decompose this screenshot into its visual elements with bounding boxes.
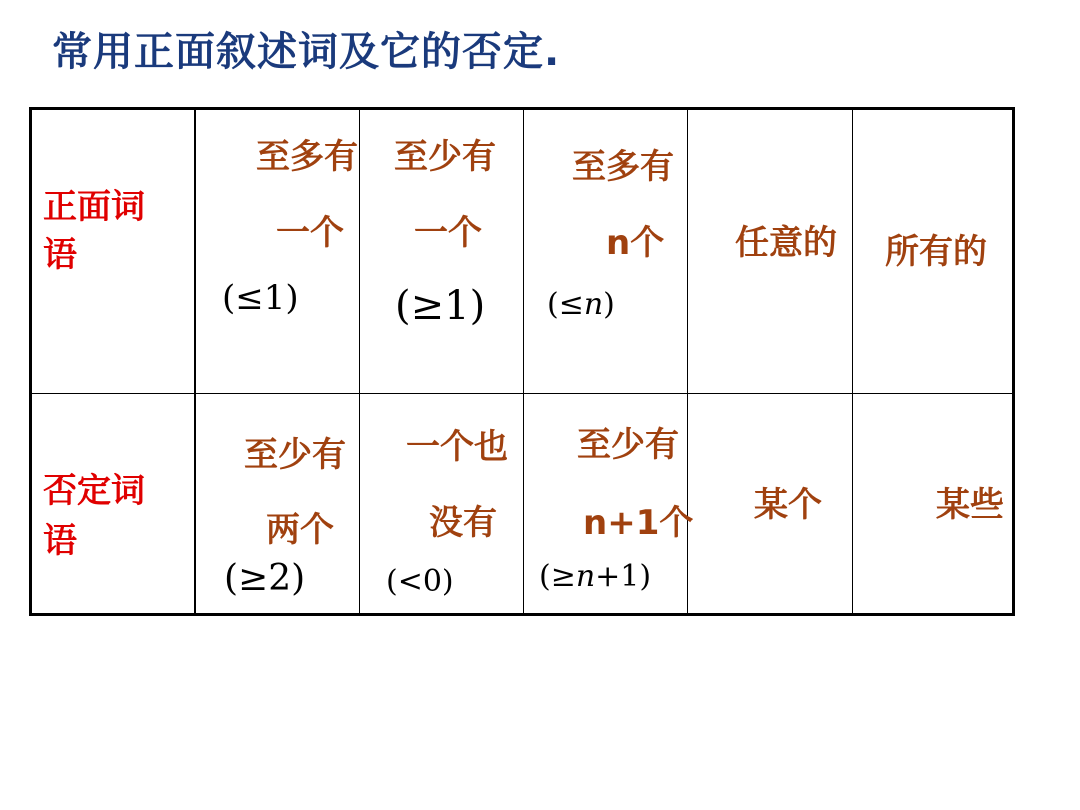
cell-at-least-n-plus-1-line2: n+1个 (583, 503, 694, 543)
cell-at-most-one-line2: 一个 (276, 213, 344, 253)
row-header-positive-line2: 语 (43, 235, 77, 275)
cell-at-most-n-line1: 至多有 (572, 147, 674, 187)
math-part: (≤ (547, 287, 584, 322)
cell-at-least-n-plus-1-line1: 至少有 (577, 425, 679, 465)
cell-some: 某些 (936, 485, 1004, 525)
column-divider (194, 110, 196, 613)
column-divider (359, 110, 360, 613)
cell-at-least-two-line1: 至少有 (244, 435, 346, 475)
cell-at-most-n-math (547, 287, 615, 322)
math-part: +1) (595, 559, 652, 594)
cell-some-one: 某个 (754, 485, 822, 525)
cell-any: 任意的 (735, 223, 837, 263)
math-part: (≥ (539, 559, 576, 594)
row-header-negative-line2: 语 (43, 521, 77, 561)
math-variable: n (583, 287, 604, 322)
cell-none-line2: 没有 (429, 503, 497, 543)
page-title: 常用正面叙述词及它的否定. (52, 29, 561, 75)
cell-at-least-two-math: (≥2) (224, 558, 306, 599)
cell-at-most-n-line2: n个 (606, 223, 665, 263)
cell-at-least-two-line2: 两个 (266, 510, 334, 550)
cell-at-least-one-math: (≥1) (395, 283, 486, 329)
row-divider (32, 393, 1012, 394)
cell-none-line1: 一个也 (406, 427, 508, 467)
row-header-positive-line1: 正面词 (43, 187, 145, 227)
math-part: ) (603, 287, 615, 322)
cell-at-most-one-math: (≤1) (222, 278, 299, 318)
math-variable: n (575, 559, 596, 594)
cell-at-least-n-plus-1-math (539, 559, 652, 594)
row-header-negative-line1: 否定词 (43, 471, 145, 511)
cell-none-math: (<0) (386, 564, 454, 599)
column-divider (852, 110, 853, 613)
column-divider (523, 110, 524, 613)
cell-at-least-one-line2: 一个 (414, 213, 482, 253)
cell-all: 所有的 (885, 232, 987, 272)
quantifier-table (29, 107, 1015, 616)
cell-at-most-one-line1: 至多有 (256, 137, 358, 177)
cell-at-least-one-line1: 至少有 (394, 137, 496, 177)
